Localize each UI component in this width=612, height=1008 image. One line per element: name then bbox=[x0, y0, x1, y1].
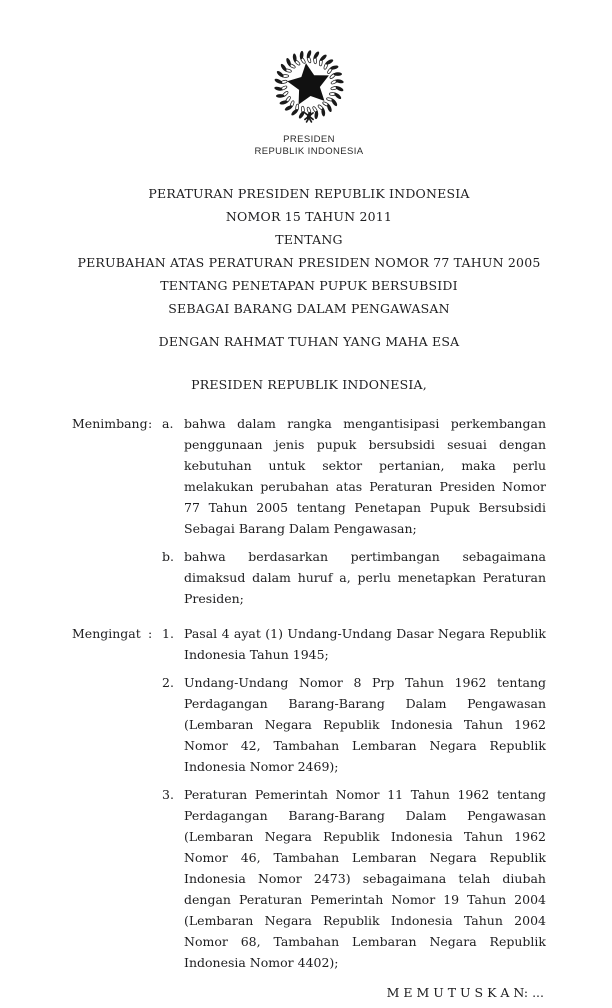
item-text: bahwa berdasarkan pertimbangan sebagaimana dimaksud dalam huruf a, perlu menetapkan Peraturan Presiden; bbox=[184, 549, 546, 606]
recalling-separator: : bbox=[148, 626, 153, 641]
item-text: Pasal 4 ayat (1) Undang-Undang Dasar Negara Republik Indonesia Tahun 1945; bbox=[184, 626, 546, 662]
recalling-item-2 bbox=[72, 672, 546, 777]
colon-spacer bbox=[148, 546, 162, 609]
title-subject-line1: PERUBAHAN ATAS PERATURAN PRESIDEN NOMOR 77 TAHUN 2005 bbox=[77, 255, 541, 270]
title-about-word: TENTANG bbox=[275, 232, 343, 247]
colon-spacer bbox=[148, 672, 162, 777]
item-text: Undang-Undang Nomor 8 Prp Tahun 1962 tentang Perdagangan Barang-Barang Dalam Pengawasan (Lembaran Negara Republik Indonesia Tahun 1962 Nomor 42, Tambahan Lembaran Negara Republik Indonesia Nomor 2469); bbox=[184, 675, 546, 774]
colon-spacer bbox=[148, 784, 162, 973]
catchword-memutuskan: M E M U T U S K A N: ... bbox=[386, 985, 544, 1000]
label-spacer bbox=[72, 546, 148, 609]
authority-line: PRESIDEN REPUBLIK INDONESIA, bbox=[191, 377, 427, 392]
title-block bbox=[72, 182, 546, 320]
title-subject-line2: TENTANG PENETAPAN PUPUK BERSUBSIDI bbox=[160, 278, 458, 293]
item-marker: a. bbox=[162, 416, 174, 431]
invocation-line: DENGAN RAHMAT TUHAN YANG MAHA ESA bbox=[158, 334, 460, 349]
label-spacer bbox=[72, 784, 148, 973]
title-regulation-name: PERATURAN PRESIDEN REPUBLIK INDONESIA bbox=[148, 186, 470, 201]
item-marker: b. bbox=[162, 549, 174, 564]
considering-section bbox=[72, 413, 546, 609]
item-marker: 3. bbox=[162, 787, 174, 802]
item-marker: 2. bbox=[162, 675, 174, 690]
item-marker: 1. bbox=[162, 626, 174, 641]
considering-item-a bbox=[72, 413, 546, 539]
star-wreath-emblem-icon bbox=[268, 44, 350, 126]
recalling-label: Mengingat bbox=[72, 626, 141, 641]
item-text: Peraturan Pemerintah Nomor 11 Tahun 1962 tentang Perdagangan Barang-Barang Dalam Pengawasan (Lembaran Negara Republik Indonesia Tahun 1962 Nomor 46, Tambahan Lembaran Negara Republik Indonesia Nomor 2473) sebagaimana telah diubah dengan Peraturan Pemerintah Nomor 19 Tahun 2004 (Lembaran Negara Republik Indonesia Tahun 2004 Nomor 68, Tambahan Lembaran Negara Republik Indonesia Nomor 4402); bbox=[184, 787, 546, 970]
recalling-section bbox=[72, 623, 546, 973]
recalling-item-3 bbox=[72, 784, 546, 973]
item-text: bahwa dalam rangka mengantisipasi perkembangan penggunaan jenis pupuk bersubsidi sesuai dengan kebutuhan untuk sektor pertanian, maka perlu melakukan perubahan atas Peraturan Presiden Nomor 77 Tahun 2005 tentang Penetapan Pupuk Bersubsidi Sebagai Barang Dalam Pengawasan; bbox=[184, 416, 546, 536]
considering-label: Menimbang bbox=[72, 416, 148, 431]
considering-separator: : bbox=[148, 416, 153, 431]
considering-item-b bbox=[72, 546, 546, 609]
letterhead-org-line1: PRESIDEN bbox=[283, 134, 335, 145]
label-spacer bbox=[72, 672, 148, 777]
letterhead bbox=[72, 44, 546, 158]
title-subject-line3: SEBAGAI BARANG DALAM PENGAWASAN bbox=[168, 301, 450, 316]
recalling-item-1 bbox=[72, 623, 546, 665]
letterhead-org-line2: REPUBLIK INDONESIA bbox=[254, 146, 364, 157]
star-icon bbox=[285, 60, 332, 105]
title-number-year: NOMOR 15 TAHUN 2011 bbox=[225, 209, 393, 224]
